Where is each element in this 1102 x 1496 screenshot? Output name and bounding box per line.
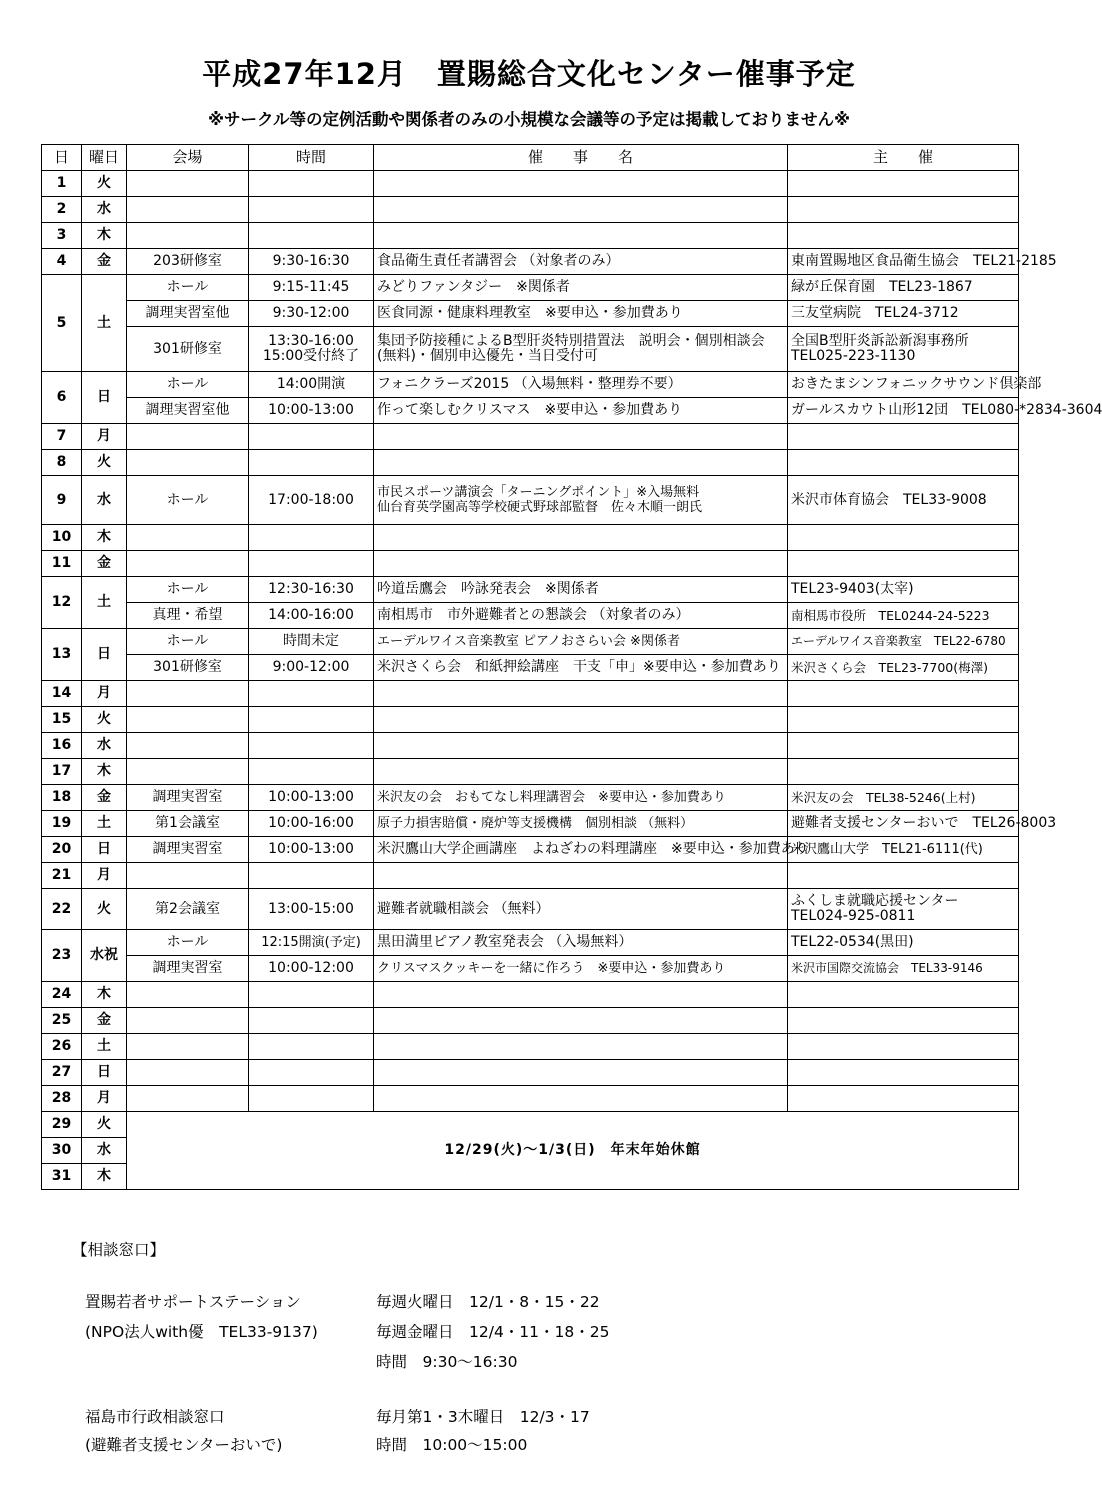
venue-cell: ホール <box>127 275 249 301</box>
venue-cell: 調理実習室他 <box>127 301 249 327</box>
venue-cell: 真理・希望 <box>127 603 249 629</box>
organizer-line: ふくしま就職応援センター <box>791 893 959 909</box>
table-row <box>42 525 1019 551</box>
header-row <box>42 145 1019 171</box>
time-cell <box>249 327 374 372</box>
venue-cell: 調理実習室 <box>127 837 249 863</box>
venue-cell: 調理実習室 <box>127 785 249 811</box>
page-title: 平成27年12月 置賜総合文化センター催事予定 <box>202 57 856 91</box>
consult-a-line: 毎週火曜日 12/1・8・15・22 <box>376 1293 600 1311</box>
consult-a-line: 毎週金曜日 12/4・11・18・25 <box>376 1323 610 1341</box>
col-venue: 会場 <box>127 145 249 171</box>
col-weekday: 曜日 <box>82 145 127 171</box>
time-cell: 13:00-15:00 <box>249 889 374 930</box>
event-cell: エーデルワイス音楽教室 ピアノおさらい会 ※関係者 <box>374 629 788 655</box>
venue-cell: 203研修室 <box>127 249 249 275</box>
weekday-cell: 水 <box>82 1138 127 1164</box>
weekday-cell: 金 <box>82 1008 127 1034</box>
table-row <box>42 930 1019 956</box>
day-cell: 8 <box>42 450 82 476</box>
day-cell: 21 <box>42 863 82 889</box>
event-line: (無料)・個別申込優先・当日受付可 <box>377 348 598 364</box>
event-line: 市民スポーツ講演会「ターニングポイント」※入場無料 <box>377 485 700 500</box>
weekday-cell: 土 <box>82 275 127 372</box>
day-cell: 2 <box>42 197 82 223</box>
weekday-cell: 火 <box>82 889 127 930</box>
organizer-line: TEL025-223-1130 <box>791 348 916 364</box>
event-cell: 食品衛生責任者講習会 （対象者のみ） <box>374 249 788 275</box>
organizer-cell: 米沢さくら会 TEL23-7700(梅澤) <box>788 655 1019 681</box>
day-cell: 23 <box>42 930 82 982</box>
day-cell: 18 <box>42 785 82 811</box>
day-cell: 19 <box>42 811 82 837</box>
day-cell: 22 <box>42 889 82 930</box>
venue-cell: 301研修室 <box>127 655 249 681</box>
time-cell: 9:15-11:45 <box>249 275 374 301</box>
day-cell: 24 <box>42 982 82 1008</box>
table-row <box>42 1008 1019 1034</box>
weekday-cell: 月 <box>82 1086 127 1112</box>
time-cell: 9:30-16:30 <box>249 249 374 275</box>
table-row <box>42 398 1019 424</box>
venue-cell: ホール <box>127 629 249 655</box>
event-cell: 避難者就職相談会 （無料） <box>374 889 788 930</box>
venue-cell: ホール <box>127 476 249 525</box>
notice-text: ※サークル等の定例活動や関係者のみの小規模な会議等の予定は掲載しておりません※ <box>207 110 851 129</box>
table-row <box>42 476 1019 525</box>
day-cell: 29 <box>42 1112 82 1138</box>
consult-b-line: 毎月第1・3木曜日 12/3・17 <box>376 1408 590 1426</box>
event-line: 仙台育英学園高等学校硬式野球部監督 佐々木順一朗氏 <box>377 500 703 515</box>
table-row <box>42 577 1019 603</box>
weekday-cell: 日 <box>82 629 127 681</box>
venue-cell: 調理実習室 <box>127 956 249 982</box>
organizer-cell: エーデルワイス音楽教室 TEL22-6780 <box>788 629 1019 655</box>
weekday-cell: 水 <box>82 733 127 759</box>
weekday-cell: 木 <box>82 1164 127 1190</box>
table-row <box>42 424 1019 450</box>
day-cell: 28 <box>42 1086 82 1112</box>
event-cell: 医食同源・健康料理教室 ※要申込・参加費あり <box>374 301 788 327</box>
weekday-cell: 土 <box>82 811 127 837</box>
organizer-line: TEL024-925-0811 <box>791 908 916 924</box>
time-cell: 12:30-16:30 <box>249 577 374 603</box>
table-row <box>42 759 1019 785</box>
day-cell: 1 <box>42 171 82 197</box>
table-row <box>42 956 1019 982</box>
table-row <box>42 889 1019 930</box>
day-cell: 3 <box>42 223 82 249</box>
time-cell: 17:00-18:00 <box>249 476 374 525</box>
event-cell: 米沢鷹山大学企画講座 よねざわの料理講座 ※要申込・参加費あり <box>374 837 788 863</box>
organizer-cell: 南相馬市役所 TEL0244-24-5223 <box>788 603 1019 629</box>
day-cell: 12 <box>42 577 82 629</box>
venue-cell: ホール <box>127 577 249 603</box>
table-row <box>42 982 1019 1008</box>
table-row <box>42 197 1019 223</box>
organizer-cell: TEL22-0534(黒田) <box>788 930 1019 956</box>
table-row <box>42 223 1019 249</box>
organizer-cell: ガールスカウト山形12団 TEL080-*2834-3604 <box>788 398 1019 424</box>
event-cell: 米沢友の会 おもてなし料理講習会 ※要申込・参加費あり <box>374 785 788 811</box>
time-line: 15:00受付終了 <box>262 348 360 364</box>
day-cell: 10 <box>42 525 82 551</box>
table-row <box>42 275 1019 301</box>
consult-heading: 【相談窓口】 <box>72 1241 166 1259</box>
day-cell: 13 <box>42 629 82 681</box>
weekday-cell: 土 <box>82 1034 127 1060</box>
col-organizer: 主 催 <box>788 145 1019 171</box>
event-line: 集団予防接種によるB型肝炎特別措置法 説明会・個別相談会 <box>377 333 765 349</box>
table-row <box>42 863 1019 889</box>
time-cell: 10:00-13:00 <box>249 837 374 863</box>
organizer-cell: TEL23-9403(太宰) <box>788 577 1019 603</box>
table-row <box>42 372 1019 398</box>
col-day: 日 <box>42 145 82 171</box>
day-cell: 27 <box>42 1060 82 1086</box>
weekday-cell: 水 <box>82 476 127 525</box>
consult-b-sub: (避難者支援センターおいで) <box>85 1436 283 1454</box>
day-cell: 17 <box>42 759 82 785</box>
consult-a-line: 時間 9:30～16:30 <box>376 1353 518 1371</box>
organizer-cell: 米沢鷹山大学 TEL21-6111(代) <box>788 837 1019 863</box>
weekday-cell: 火 <box>82 1112 127 1138</box>
time-cell: 9:00-12:00 <box>249 655 374 681</box>
venue-cell: 第2会議室 <box>127 889 249 930</box>
table-row <box>42 301 1019 327</box>
event-cell: みどりファンタジー ※関係者 <box>374 275 788 301</box>
venue-cell: ホール <box>127 930 249 956</box>
weekday-cell: 水 <box>82 197 127 223</box>
day-cell: 31 <box>42 1164 82 1190</box>
time-cell: 時間未定 <box>249 629 374 655</box>
day-cell: 14 <box>42 681 82 707</box>
table-row <box>42 681 1019 707</box>
table-row <box>42 1034 1019 1060</box>
consult-b-name: 福島市行政相談窓口 <box>85 1408 225 1426</box>
organizer-line: 全国B型肝炎訴訟新潟事務所 <box>791 333 969 349</box>
table-row <box>42 603 1019 629</box>
organizer-cell: 東南置賜地区食品衛生協会 TEL21-2185 <box>788 249 1019 275</box>
col-time: 時間 <box>249 145 374 171</box>
event-cell <box>374 476 788 525</box>
organizer-cell: 避難者支援センターおいで TEL26-8003 <box>788 811 1019 837</box>
venue-cell: 301研修室 <box>127 327 249 372</box>
table-row <box>42 171 1019 197</box>
weekday-cell: 火 <box>82 707 127 733</box>
event-cell: 作って楽しむクリスマス ※要申込・参加費あり <box>374 398 788 424</box>
venue-cell: 第1会議室 <box>127 811 249 837</box>
venue-cell: ホール <box>127 372 249 398</box>
day-cell: 6 <box>42 372 82 424</box>
table-row <box>42 707 1019 733</box>
consult-a-name: 置賜若者サポートステーション <box>85 1293 301 1311</box>
table-row <box>42 785 1019 811</box>
holiday-notice: 12/29(火)～1/3(日) 年末年始休館 <box>127 1112 1019 1190</box>
time-cell: 10:00-13:00 <box>249 785 374 811</box>
organizer-cell <box>788 889 1019 930</box>
organizer-cell: 緑が丘保育園 TEL23-1867 <box>788 275 1019 301</box>
event-cell <box>374 327 788 372</box>
organizer-cell: 米沢市国際交流協会 TEL33-9146 <box>788 956 1019 982</box>
table-row <box>42 811 1019 837</box>
time-cell: 9:30-12:00 <box>249 301 374 327</box>
organizer-cell <box>788 327 1019 372</box>
table-row <box>42 551 1019 577</box>
time-cell: 10:00-13:00 <box>249 398 374 424</box>
time-cell: 10:00-12:00 <box>249 956 374 982</box>
day-cell: 7 <box>42 424 82 450</box>
table-row <box>42 450 1019 476</box>
day-cell: 5 <box>42 275 82 372</box>
time-line: 13:30-16:00 <box>268 333 354 349</box>
weekday-cell: 金 <box>82 249 127 275</box>
weekday-cell: 月 <box>82 681 127 707</box>
consult-b-line: 時間 10:00～15:00 <box>376 1436 528 1454</box>
weekday-cell: 日 <box>82 1060 127 1086</box>
weekday-cell: 日 <box>82 837 127 863</box>
table-row <box>42 1060 1019 1086</box>
event-cell: 吟道岳鷹会 吟詠発表会 ※関係者 <box>374 577 788 603</box>
consult-a-sub: (NPO法人with優 TEL33-9137) <box>85 1323 318 1341</box>
weekday-cell: 土 <box>82 577 127 629</box>
weekday-cell: 木 <box>82 982 127 1008</box>
day-cell: 4 <box>42 249 82 275</box>
organizer-cell: 米沢友の会 TEL38-5246(上村) <box>788 785 1019 811</box>
table-row <box>42 249 1019 275</box>
weekday-cell: 金 <box>82 785 127 811</box>
event-cell: 米沢さくら会 和紙押絵講座 干支「申」※要申込・参加費あり <box>374 655 788 681</box>
organizer-cell: 三友堂病院 TEL24-3712 <box>788 301 1019 327</box>
day-cell: 26 <box>42 1034 82 1060</box>
weekday-cell: 月 <box>82 424 127 450</box>
table-row <box>42 1112 1019 1138</box>
weekday-cell: 木 <box>82 525 127 551</box>
weekday-cell: 月 <box>82 863 127 889</box>
weekday-cell: 火 <box>82 450 127 476</box>
venue-cell: 調理実習室他 <box>127 398 249 424</box>
day-cell: 11 <box>42 551 82 577</box>
day-cell: 16 <box>42 733 82 759</box>
organizer-cell: 米沢市体育協会 TEL33-9008 <box>788 476 1019 525</box>
event-cell: 黒田満里ピアノ教室発表会 （入場無料） <box>374 930 788 956</box>
table-row <box>42 1086 1019 1112</box>
weekday-cell: 火 <box>82 171 127 197</box>
organizer-cell: おきたまシンフォニックサウンド倶楽部 <box>788 372 1019 398</box>
table-row <box>42 327 1019 372</box>
time-cell: 14:00-16:00 <box>249 603 374 629</box>
col-event: 催 事 名 <box>374 145 788 171</box>
weekday-cell: 木 <box>82 759 127 785</box>
weekday-cell: 木 <box>82 223 127 249</box>
day-cell: 30 <box>42 1138 82 1164</box>
table-row <box>42 733 1019 759</box>
day-cell: 25 <box>42 1008 82 1034</box>
table-row <box>42 629 1019 655</box>
time-cell: 10:00-16:00 <box>249 811 374 837</box>
table-row <box>42 655 1019 681</box>
time-cell: 12:15開演(予定) <box>249 930 374 956</box>
time-cell: 14:00開演 <box>249 372 374 398</box>
weekday-cell: 金 <box>82 551 127 577</box>
event-cell: 南相馬市 市外避難者との懇談会 （対象者のみ） <box>374 603 788 629</box>
day-cell: 15 <box>42 707 82 733</box>
weekday-cell: 水祝 <box>82 930 127 982</box>
event-cell: クリスマスクッキーを一緒に作ろう ※要申込・参加費あり <box>374 956 788 982</box>
day-cell: 9 <box>42 476 82 525</box>
table-row <box>42 837 1019 863</box>
event-cell: フォニクラーズ2015 （入場無料・整理券不要） <box>374 372 788 398</box>
event-cell: 原子力損害賠償・廃炉等支援機構 個別相談 （無料） <box>374 811 788 837</box>
schedule-table <box>41 144 1102 1190</box>
day-cell: 20 <box>42 837 82 863</box>
weekday-cell: 日 <box>82 372 127 424</box>
